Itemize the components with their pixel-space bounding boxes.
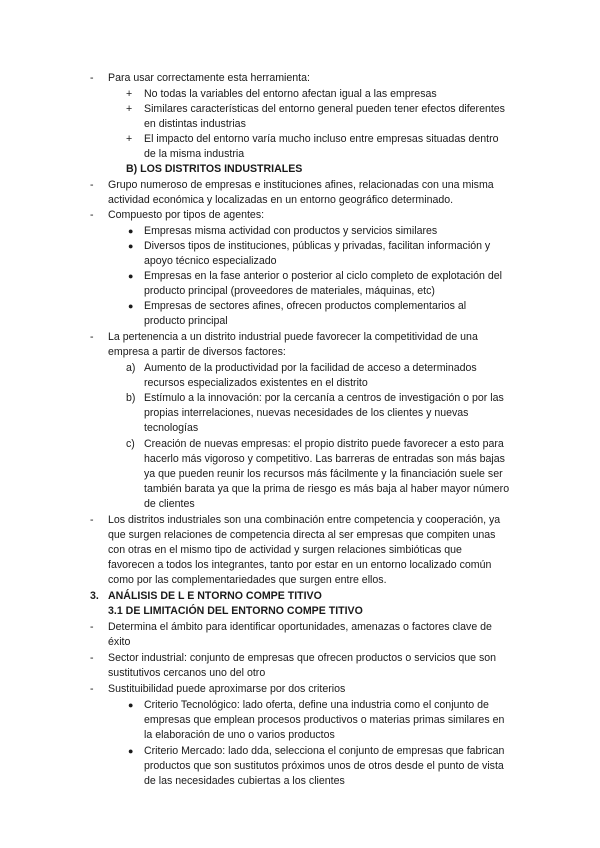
paragraph-line: Grupo numeroso de empresas e instituciones afines, relacionadas con una misma: [108, 179, 494, 191]
list-item-line: tecnologías: [144, 422, 199, 434]
list-item-line: producto principal: [144, 315, 228, 327]
paragraph-line: Para usar correctamente esta herramienta:: [108, 72, 310, 84]
plus-marker: +: [126, 133, 133, 145]
paragraph-line: actividad económica y localizadas en un entorno geográfico determinado.: [108, 194, 454, 206]
list-item-line: en distintas industrias: [144, 118, 246, 130]
list-item-line: ya que pueden reunir los recursos más fácilmente y la financiación suele ser: [144, 468, 503, 480]
list-item-line: Diversos tipos de instituciones, públicas y privadas, facilitan información y: [144, 240, 491, 252]
paragraph-line: éxito: [108, 636, 131, 648]
paragraph-line: Los distritos industriales son una combinación entre competencia y cooperación, ya: [108, 514, 501, 526]
list-item-line: Aumento de la productividad por la facilidad de acceso a determinados: [144, 362, 477, 374]
bullet-marker: ●: [128, 226, 134, 236]
list-item-line: Similares características del entorno general pueden tener efectos diferentes: [144, 103, 505, 115]
section-heading: ANÁLISIS DE L E NTORNO COMPE TITIVO: [108, 590, 322, 602]
paragraph-line: que surgen relaciones de competencia directa al ser empresas que compiten unas: [108, 529, 496, 541]
dash-marker: -: [90, 683, 94, 695]
letter-marker: a): [126, 362, 136, 374]
paragraph-line: como por las complementariedades que surgen entre ellos.: [108, 574, 387, 586]
list-item-line: propias interrelaciones, nuevas necesidades de los clientes y nuevas: [144, 407, 469, 419]
paragraph-line: favorecen a todos los integrantes, tanto por estar en un entorno localizado común: [108, 559, 492, 571]
list-item-line: Criterio Mercado: lado dda, selecciona el conjunto de empresas que fabrican: [144, 745, 505, 757]
list-item-line: El impacto del entorno varía mucho incluso entre empresas situadas dentro: [144, 133, 499, 145]
list-item-line: Empresas de sectores afines, ofrecen productos complementarios al: [144, 300, 467, 312]
bullet-marker: ●: [128, 700, 134, 710]
dash-marker: -: [90, 652, 94, 664]
letter-marker: b): [126, 392, 136, 404]
list-item-line: de la misma industria: [144, 148, 245, 160]
list-item-line: apoyo técnico especializado: [144, 255, 277, 267]
dash-marker: -: [90, 179, 94, 191]
list-item-line: producto principal (proveedores de materiales, máquinas, etc): [144, 285, 435, 297]
list-item-line: Estímulo a la innovación: por la cercanía a centros de investigación o por las: [144, 392, 504, 404]
bullet-marker: ●: [128, 271, 134, 281]
list-item-line: Criterio Tecnológico: lado oferta, define una industria como el conjunto de: [144, 699, 489, 711]
subsection-heading: 3.1 DE LIMITACIÓN DEL ENTORNO COMPE TITIVO: [108, 605, 363, 617]
dash-marker: -: [90, 514, 94, 526]
list-item-line: recursos especializados existentes en el distrito: [144, 377, 368, 389]
list-item-line: de las necesidades cubiertas a los clientes: [144, 775, 345, 787]
dash-marker: -: [90, 621, 94, 633]
bullet-marker: ●: [128, 301, 134, 311]
bullet-marker: ●: [128, 241, 134, 251]
paragraph-line: empresa a partir de diversos factores:: [108, 346, 286, 358]
list-item-line: productos que son sustitutos próximos unos de otros desde el punto de vista: [144, 760, 504, 772]
paragraph-line: sustitutivos cercanos uno del otro: [108, 667, 266, 679]
list-item-line: No todas la variables del entorno afectan igual a las empresas: [144, 88, 437, 100]
paragraph-line: Determina el ámbito para identificar oportunidades, amenazas o factores clave de: [108, 621, 492, 633]
paragraph-line: La pertenencia a un distrito industrial puede favorecer la competitividad de una: [108, 331, 478, 343]
plus-marker: +: [126, 103, 133, 115]
paragraph-line: Sector industrial: conjunto de empresas que ofrecen productos o servicios que son: [108, 652, 497, 664]
list-item-line: también barata ya que la prima de riesgo es más baja al haber mayor número: [144, 483, 510, 495]
plus-marker: +: [126, 88, 133, 100]
section-number: 3.: [90, 590, 99, 602]
list-item-line: la elaboración de uno o varios productos: [144, 729, 335, 741]
dash-marker: -: [90, 72, 94, 84]
list-item-line: hacerlo más vigoroso y competitivo. Las barreras de entradas son más bajas: [144, 453, 505, 465]
list-item-line: empresas que emplean procesos productivos o materias primas similares en: [144, 714, 505, 726]
list-item-line: Empresas misma actividad con productos y servicios similares: [144, 225, 438, 237]
section-heading: B) LOS DISTRITOS INDUSTRIALES: [126, 163, 303, 175]
paragraph-line: con otras en el mismo tipo de actividad y surgen relaciones simbióticas que: [108, 544, 462, 556]
letter-marker: c): [126, 438, 135, 450]
dash-marker: -: [90, 209, 94, 221]
list-item-line: de clientes: [144, 498, 195, 510]
list-item-line: Empresas en la fase anterior o posterior al ciclo completo de explotación del: [144, 270, 503, 282]
list-item-line: Creación de nuevas empresas: el propio distrito puede favorecer a esto para: [144, 438, 504, 450]
dash-marker: -: [90, 331, 94, 343]
bullet-marker: ●: [128, 746, 134, 756]
paragraph-line: Compuesto por tipos de agentes:: [108, 209, 265, 221]
paragraph-line: Sustituibilidad puede aproximarse por dos criterios: [108, 683, 346, 695]
